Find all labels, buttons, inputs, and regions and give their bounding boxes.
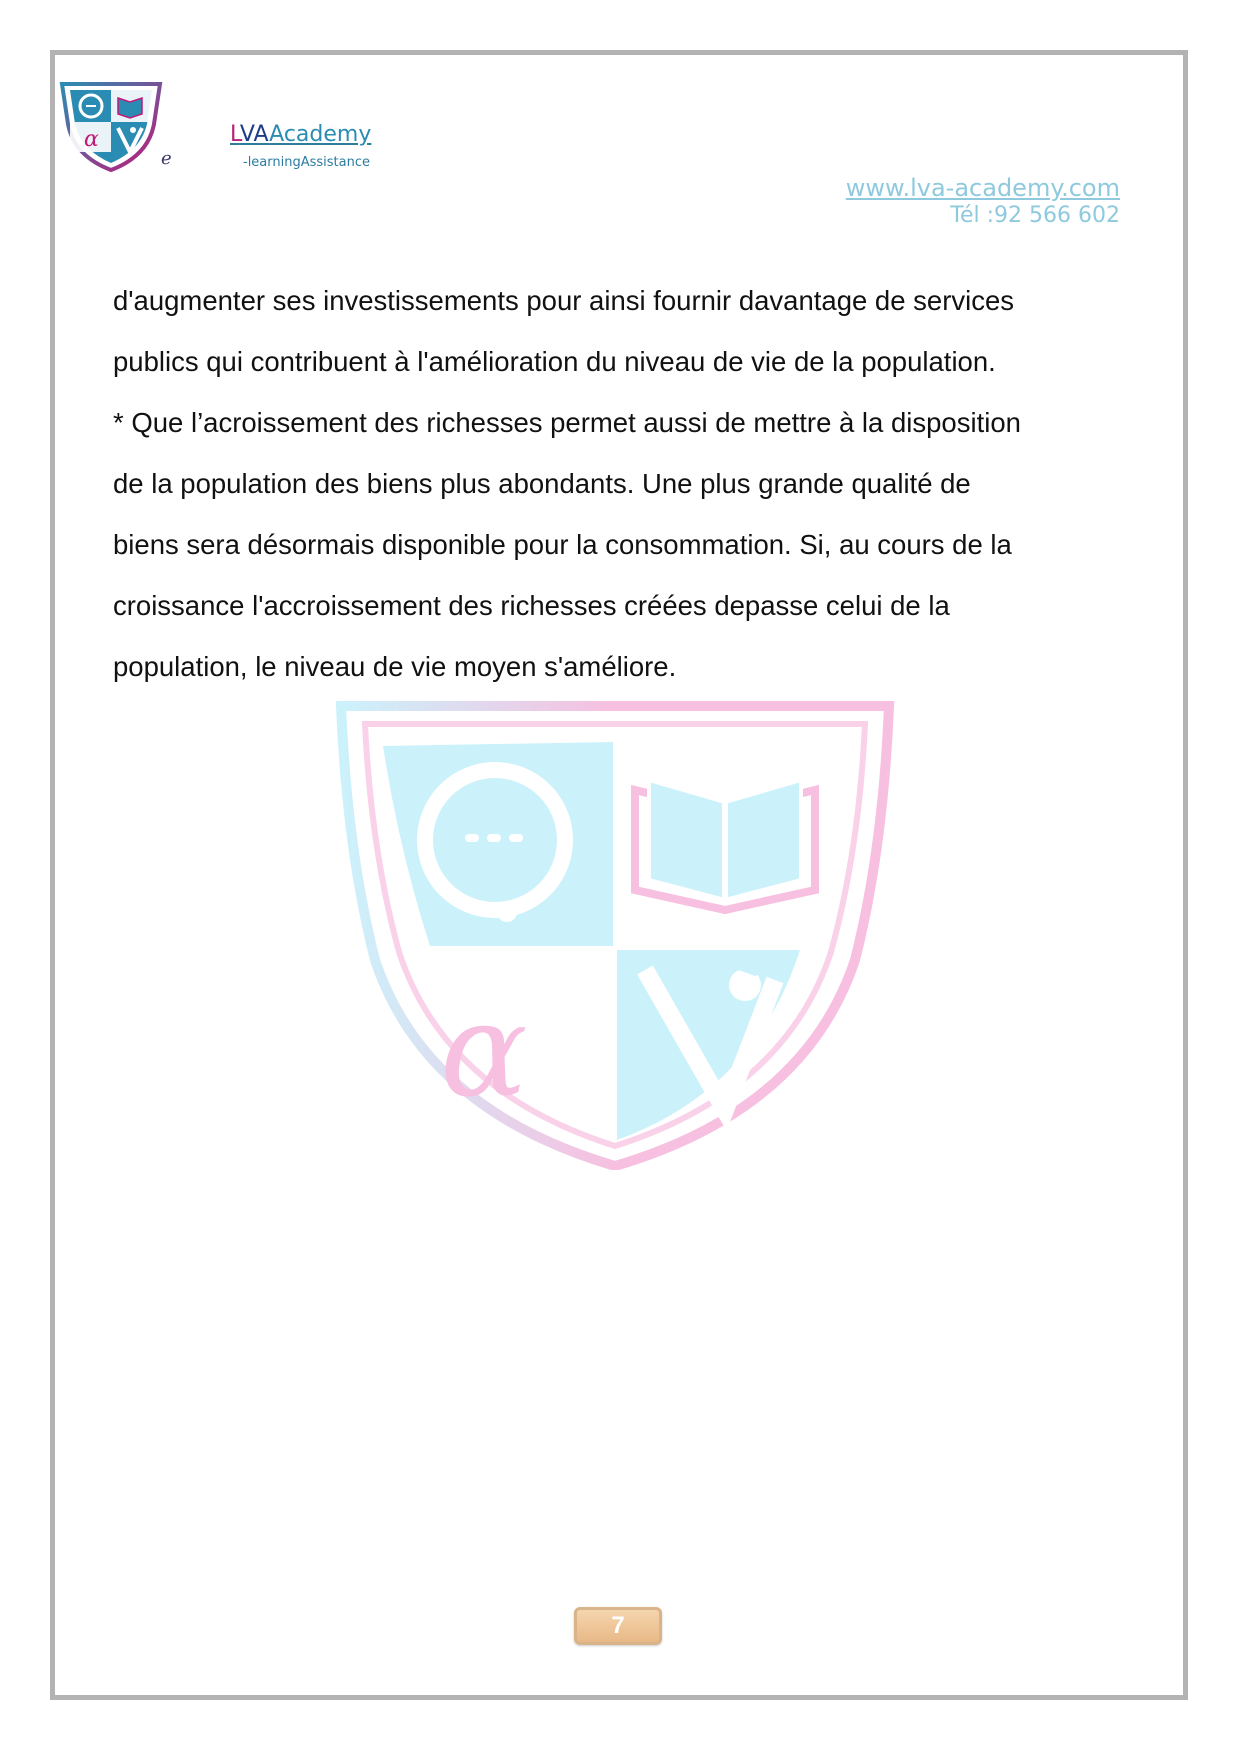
body-line: de la population des biens plus abondants. Une plus grande qualité de	[113, 468, 971, 499]
body-line: population, le niveau de vie moyen s'améliore.	[113, 651, 677, 682]
body-line: * Que l’acroissement des richesses permet aussi de mettre à la disposition	[113, 407, 1021, 438]
brand-va: VA	[239, 122, 270, 147]
brand-tagline: -learningAssistance	[243, 155, 370, 170]
body-line: publics qui contribuent à l'amélioration du niveau de vie de la population.	[113, 346, 996, 377]
brand-academy: Academy	[269, 122, 372, 147]
body-paragraph	[113, 270, 1143, 697]
body-line: d'augmenter ses investissements pour ainsi fournir davantage de services	[113, 285, 1015, 316]
brand-name[interactable]	[230, 122, 371, 148]
phone-number: Tél :92 566 602	[950, 203, 1120, 228]
brand-l: L	[230, 122, 240, 147]
website-link[interactable]: www.lva-academy.com	[845, 174, 1120, 202]
body-line: croissance l'accroissement des richesses créées depasse celui de la	[113, 590, 950, 621]
body-line: biens sera désormais disponible pour la consommation. Si, au cours de la	[113, 529, 1012, 560]
watermark-logo-icon	[335, 700, 895, 1170]
lva-logo-icon	[58, 80, 164, 172]
logo-letter-e: e	[161, 148, 172, 169]
watermark-alpha: α	[440, 974, 528, 1126]
page-number-badge	[574, 1607, 662, 1645]
logo-alpha: α	[84, 127, 99, 152]
page-number: 7	[611, 1612, 625, 1639]
